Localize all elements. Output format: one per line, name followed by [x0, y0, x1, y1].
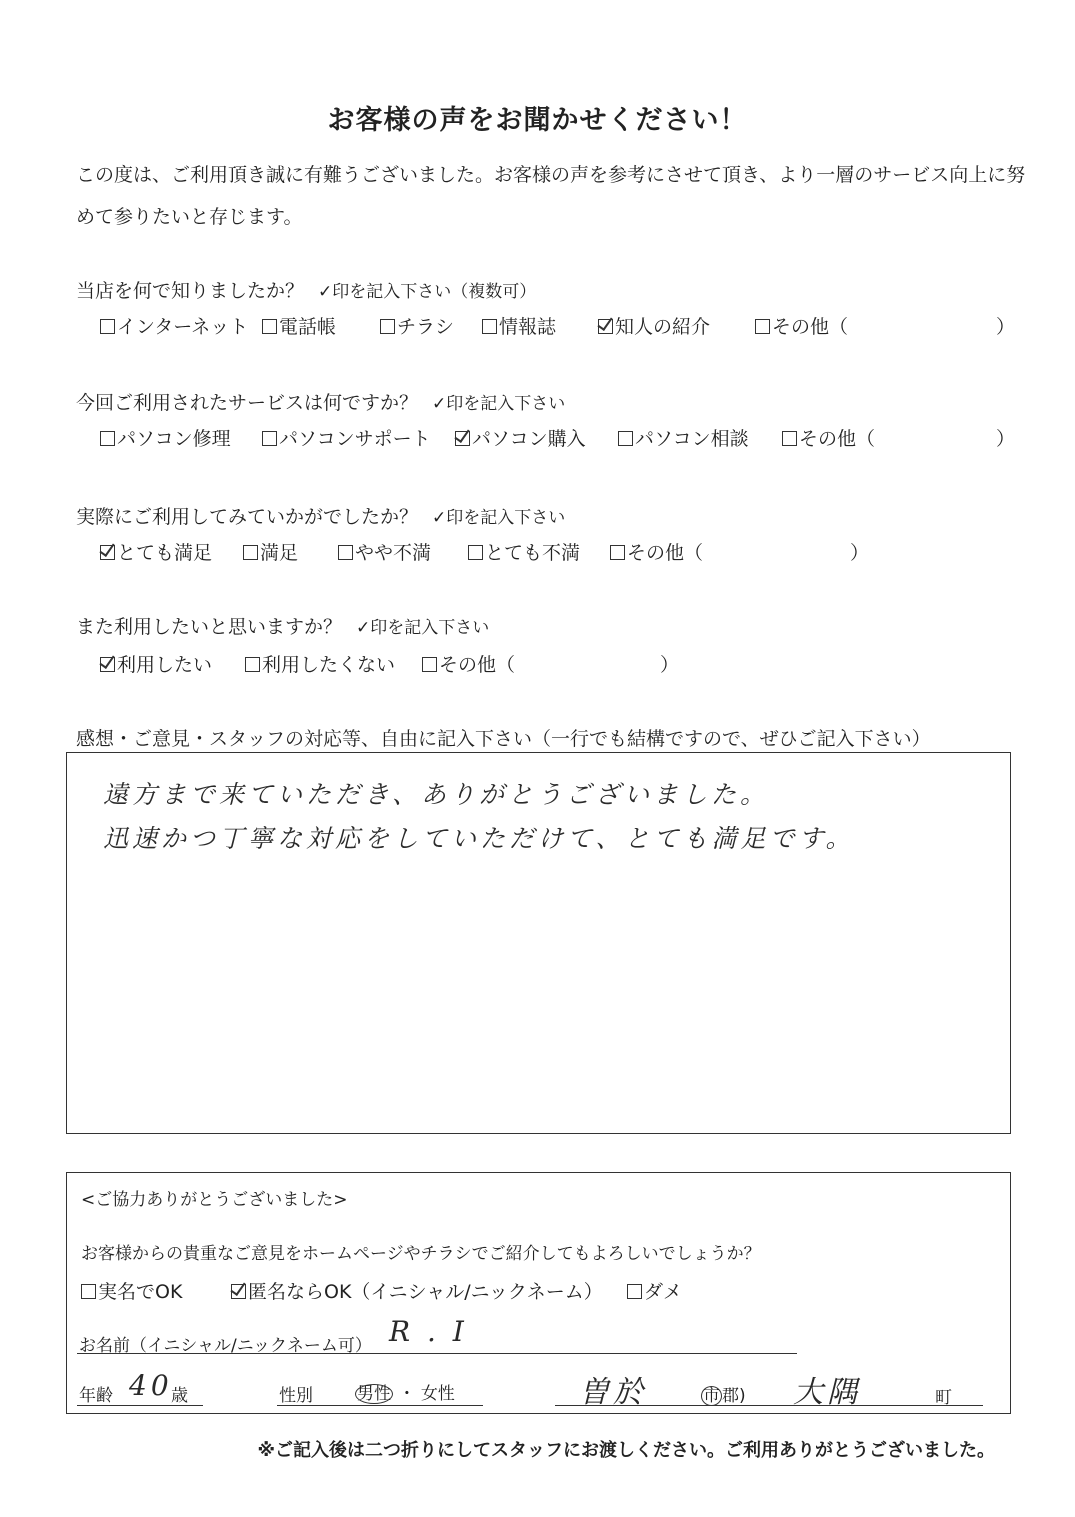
- q2-other-close: ）: [996, 428, 1016, 450]
- q3-option-satisfied[interactable]: 満足: [243, 538, 298, 565]
- q3-option-somewhat-dissatisfied[interactable]: やや不満: [338, 538, 431, 565]
- q4-option-other[interactable]: その他（: [422, 650, 515, 677]
- checkbox[interactable]: [338, 545, 353, 560]
- q4-option-yes[interactable]: 利用したい: [100, 650, 212, 677]
- checkbox[interactable]: [755, 319, 770, 334]
- q3-option-very-dissatisfied[interactable]: とても不満: [468, 538, 580, 565]
- q3-option-other[interactable]: その他（: [610, 538, 703, 565]
- address-underline: [555, 1405, 983, 1406]
- gender-label: 性別: [279, 1386, 313, 1406]
- checkbox[interactable]: [627, 1284, 642, 1299]
- checkbox-checked[interactable]: [100, 545, 115, 560]
- comments-box[interactable]: [66, 752, 1011, 1134]
- city-district-units: 市 郡): [703, 1386, 746, 1406]
- q4-question: また利用したいと思いますか？: [76, 616, 343, 638]
- intro-line-1: この度は、ご利用頂き誠に有難うございました。お客様の声を参考にさせて頂き、より一層のサービス向上に努: [76, 164, 1026, 186]
- name-value[interactable]: R . I: [389, 1315, 468, 1348]
- q2-note: ✓印を記入下さい: [432, 394, 566, 414]
- gender-options[interactable]: [355, 1379, 455, 1404]
- q3-option-very-satisfied[interactable]: とても満足: [100, 538, 212, 565]
- comment-line-2: 迅速かつ丁寧な対応をしていただけて、とても満足です。: [103, 824, 855, 853]
- q2-option-repair[interactable]: パソコン修理: [100, 424, 231, 451]
- q3-other-close: ）: [850, 542, 870, 564]
- checkbox[interactable]: [468, 545, 483, 560]
- q2-option-purchase[interactable]: パソコン購入: [455, 424, 586, 451]
- closing-note: ※ご記入後は二つ折りにしてスタッフにお渡しください。ご利用ありがとうございました。: [257, 1440, 995, 1461]
- q2-question: 今回ご利用されたサービスは何ですか？: [76, 392, 419, 414]
- footer-box: [66, 1172, 1011, 1414]
- age-label: 年齢: [79, 1386, 113, 1406]
- name-label: お名前（イニシャル/ニックネーム可）: [79, 1336, 372, 1356]
- age-unit: 歳: [171, 1386, 188, 1406]
- q1-option-internet[interactable]: インターネット: [100, 312, 248, 339]
- permission-question: お客様からの貴重なご意見をホームページやチラシでご紹介してもよろしいでしょうか？: [81, 1244, 761, 1264]
- checkbox[interactable]: [262, 319, 277, 334]
- q1-note: ✓印を記入下さい（複数可）: [318, 282, 537, 302]
- page-title: お客様の声をお聞かせください！: [327, 105, 748, 136]
- comments-label: 感想・ご意見・スタッフの対応等、自由に記入下さい（一行でも結構ですので、ぜひご記入下さい）: [76, 728, 931, 750]
- checkbox[interactable]: [100, 431, 115, 446]
- q3-question: 実際にご利用してみていかがでしたか？: [76, 506, 419, 528]
- comment-line-1: 遠方まで来ていただき、ありがとうございました。: [103, 780, 770, 809]
- q1-heading: [76, 276, 536, 303]
- town-value[interactable]: 大隅: [793, 1375, 861, 1410]
- q4-note: ✓印を記入下さい: [356, 618, 490, 638]
- q2-heading: [76, 388, 565, 415]
- q2-option-consult[interactable]: パソコン相談: [618, 424, 749, 451]
- age-value[interactable]: 40: [129, 1369, 173, 1402]
- q1-other-close: ）: [996, 316, 1016, 338]
- q4-other-close: ）: [660, 654, 680, 676]
- checkbox[interactable]: [618, 431, 633, 446]
- checkbox[interactable]: [782, 431, 797, 446]
- district-unit: 郡: [722, 1386, 739, 1406]
- city-unit: 市: [703, 1386, 720, 1406]
- checkbox[interactable]: [610, 545, 625, 560]
- q1-option-magazine[interactable]: 情報誌: [482, 312, 556, 339]
- q4-option-no[interactable]: 利用したくない: [245, 650, 395, 677]
- checkbox[interactable]: [482, 319, 497, 334]
- checkbox-checked[interactable]: [598, 319, 613, 334]
- city-value[interactable]: 曽於: [579, 1375, 647, 1410]
- intro-line-2: めて参りたいと存じます。: [76, 206, 303, 228]
- checkbox[interactable]: [380, 319, 395, 334]
- checkbox[interactable]: [100, 319, 115, 334]
- checkbox[interactable]: [262, 431, 277, 446]
- gender-underline: [277, 1405, 483, 1406]
- checkbox[interactable]: [81, 1284, 96, 1299]
- gender-male[interactable]: 男性: [357, 1384, 391, 1404]
- checkbox[interactable]: [245, 657, 260, 672]
- name-underline: [77, 1353, 797, 1354]
- q1-option-phonebook[interactable]: 電話帳: [262, 312, 336, 339]
- gender-female[interactable]: 女性: [420, 1384, 455, 1404]
- permission-option-no[interactable]: ダメ: [627, 1277, 682, 1304]
- permission-option-real-name[interactable]: 実名でOK: [81, 1277, 182, 1304]
- checkbox-checked[interactable]: [231, 1284, 246, 1299]
- checkbox[interactable]: [422, 657, 437, 672]
- town-unit: 町: [935, 1388, 952, 1408]
- age-underline: [77, 1405, 203, 1406]
- q1-option-other[interactable]: その他（: [755, 312, 848, 339]
- q2-option-support[interactable]: パソコンサポート: [262, 424, 431, 451]
- q3-note: ✓印を記入下さい: [432, 508, 566, 528]
- gender-separator: ・: [398, 1384, 416, 1404]
- q1-option-referral[interactable]: 知人の紹介: [598, 312, 710, 339]
- q1-question: 当店を何で知りましたか？: [76, 280, 305, 302]
- q3-heading: [76, 502, 565, 529]
- q4-heading: [76, 612, 489, 639]
- checkbox-checked[interactable]: [455, 431, 470, 446]
- checkbox-checked[interactable]: [100, 657, 115, 672]
- q1-option-flyer[interactable]: チラシ: [380, 312, 454, 339]
- footer-thanks: <ご協力ありがとうございました>: [81, 1190, 348, 1210]
- permission-option-anonymous[interactable]: 匿名ならOK（イニシャル/ニックネーム）: [231, 1277, 603, 1304]
- checkbox[interactable]: [243, 545, 258, 560]
- q2-option-other[interactable]: その他（: [782, 424, 875, 451]
